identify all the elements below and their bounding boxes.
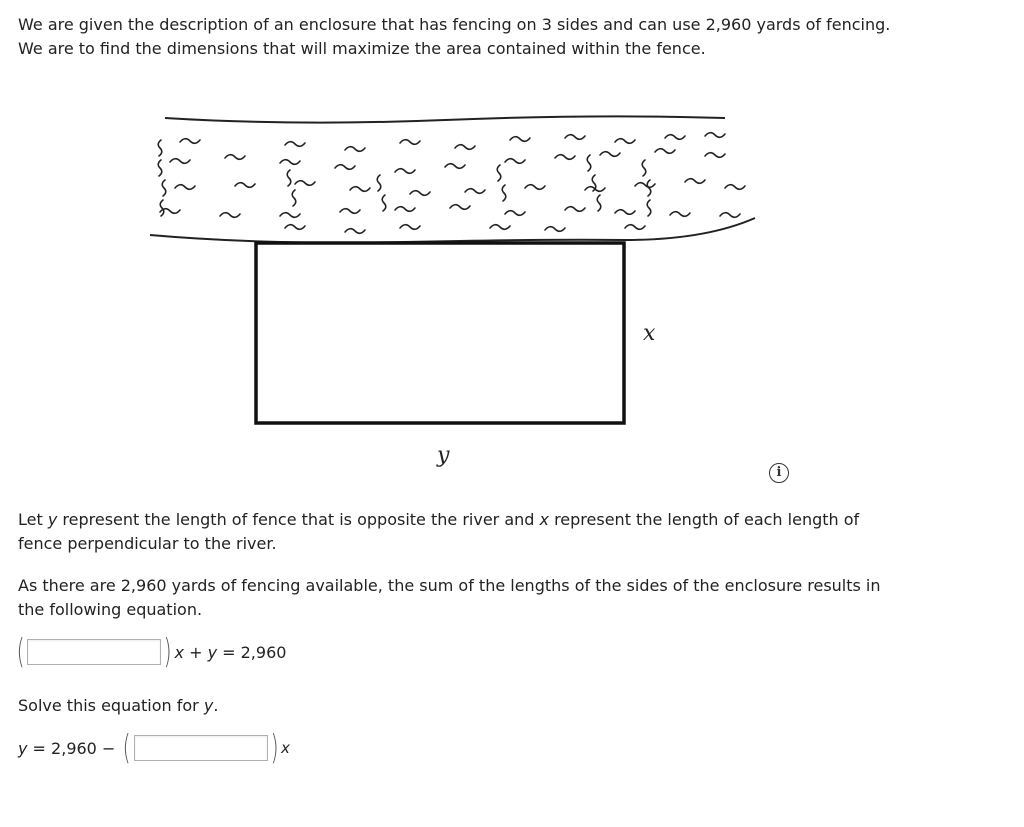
wave-mark [382, 195, 386, 211]
equation-2-x: x [280, 739, 290, 757]
wave-mark [720, 213, 740, 218]
wave-mark [665, 135, 685, 140]
let-text-1: Let [18, 510, 48, 529]
equation-2 [18, 728, 290, 768]
wave-mark [505, 211, 525, 216]
wave-mark [587, 155, 591, 171]
wave-mark [350, 187, 370, 192]
wave-mark [615, 210, 635, 215]
wave-mark [158, 140, 162, 156]
coefficient-input-1[interactable] [27, 639, 161, 665]
wave-mark [162, 180, 166, 196]
wave-mark [345, 147, 365, 152]
wave-mark [235, 183, 255, 188]
river-bottom-bank [150, 218, 755, 243]
intro-paragraph [18, 13, 998, 61]
let-text-2: represent the length of fence that is opposite the river and [57, 510, 540, 529]
wave-mark [625, 225, 645, 230]
wave-mark [490, 225, 510, 230]
wave-mark [525, 185, 545, 190]
let-paragraph [18, 508, 998, 556]
wave-mark [400, 140, 420, 145]
left-paren-2: ( [123, 728, 132, 768]
wave-mark [565, 135, 585, 140]
wave-mark [295, 181, 315, 186]
wave-mark [600, 152, 620, 157]
wave-mark [280, 160, 300, 165]
wave-mark [175, 185, 195, 190]
as-line-2: the following equation. [18, 600, 203, 619]
wave-mark [395, 207, 415, 212]
intro-line-1: We are given the description of an enclosure that has fencing on 3 sides and can use 2,960 yards of fencing. [18, 15, 891, 34]
wave-mark [220, 213, 240, 218]
wave-mark [345, 229, 365, 234]
wave-mark [225, 155, 245, 160]
wave-mark [158, 160, 162, 176]
as-paragraph [18, 574, 998, 622]
wave-mark [510, 137, 530, 142]
equation-2-lhs: y = 2,960 − [18, 738, 121, 758]
wave-mark [410, 191, 430, 196]
let-var-x: x [539, 510, 549, 529]
wave-mark [450, 205, 470, 210]
wave-mark [670, 212, 690, 217]
wave-mark [505, 159, 525, 164]
solve-instruction: Solve this equation for y. [18, 696, 219, 715]
wave-mark [615, 139, 635, 144]
wave-mark [280, 213, 300, 218]
wave-mark [502, 185, 506, 201]
wave-mark [400, 225, 420, 230]
wave-mark [285, 225, 305, 230]
wave-mark [285, 142, 305, 147]
wave-mark [635, 183, 655, 188]
wave-mark [565, 207, 585, 212]
let-text-3: represent the length of each length of [548, 510, 860, 529]
wave-mark [725, 185, 745, 190]
wave-mark [497, 165, 501, 181]
wave-mark [340, 209, 360, 214]
wave-mark [180, 139, 200, 144]
wave-mark [292, 190, 296, 206]
wave-mark [642, 160, 646, 176]
equation-1-text: x + y = 2,960 [174, 642, 287, 662]
river-top-bank [165, 116, 725, 122]
equation-1 [14, 632, 286, 672]
wave-mark [465, 189, 485, 194]
fence-enclosure [256, 243, 624, 423]
wave-mark [685, 179, 705, 184]
river-enclosure-figure [145, 100, 765, 480]
info-icon[interactable]: i [769, 463, 789, 483]
let-var-y: y [47, 510, 58, 529]
wave-mark [655, 149, 675, 154]
right-paren-2: ) [270, 728, 279, 768]
wave-mark [160, 200, 164, 216]
wave-mark [395, 169, 415, 174]
wave-mark [377, 175, 381, 191]
wave-mark [597, 195, 601, 211]
wave-mark [705, 153, 725, 158]
wave-mark [170, 159, 190, 164]
wave-mark [455, 145, 475, 150]
as-line-1: As there are 2,960 yards of fencing available, the sum of the lengths of the sides of the enclosure results in [18, 576, 881, 595]
wave-mark [287, 170, 291, 186]
wave-mark [445, 164, 465, 169]
label-y: y [437, 443, 450, 468]
wave-mark [545, 227, 565, 232]
wave-mark [647, 200, 651, 216]
let-line-2: fence perpendicular to the river. [18, 534, 277, 553]
label-x: x [643, 321, 656, 346]
coefficient-input-2[interactable] [134, 735, 268, 761]
intro-line-2: We are to find the dimensions that will maximize the area contained within the fence. [18, 39, 706, 58]
river-waves [158, 133, 745, 234]
wave-mark [705, 133, 725, 138]
wave-mark [335, 165, 355, 170]
left-paren: ( [16, 632, 25, 672]
right-paren: ) [163, 632, 172, 672]
wave-mark [555, 155, 575, 160]
